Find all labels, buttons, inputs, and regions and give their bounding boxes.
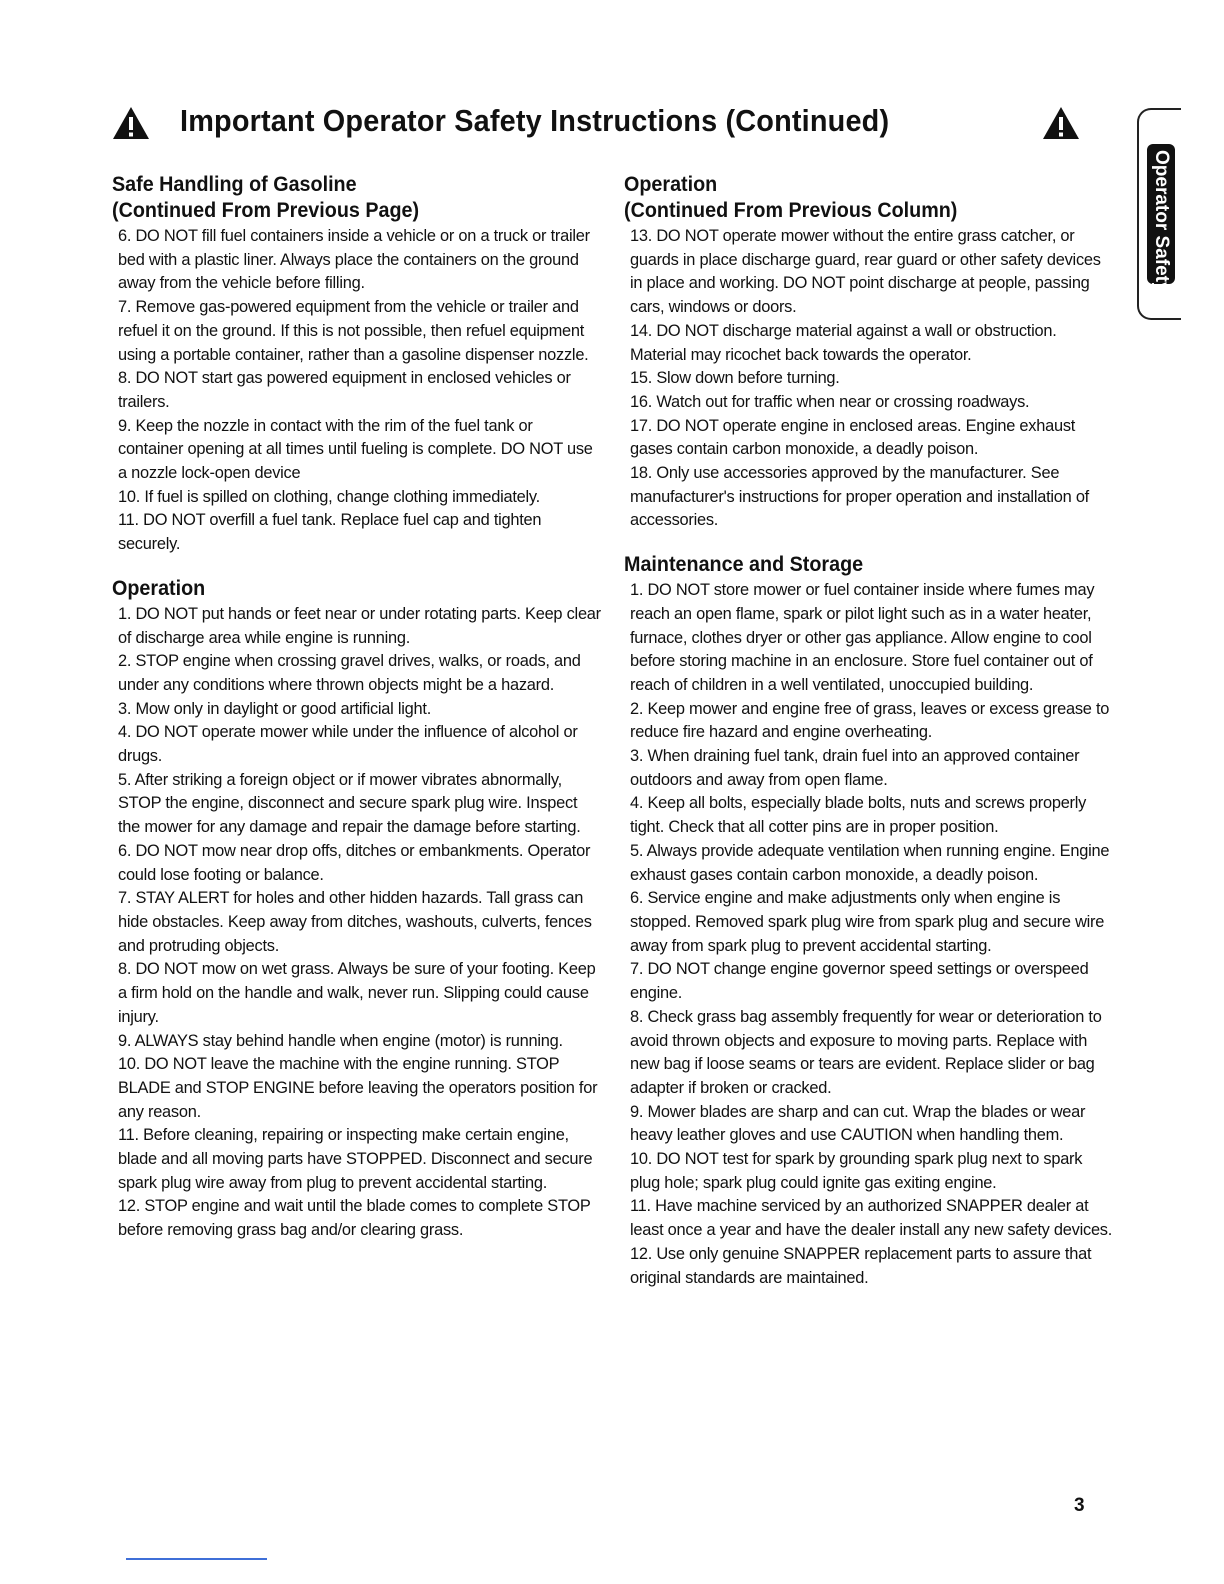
instruction-item: 11. Have machine serviced by an authorized SNAPPER dealer at least once a year and have the dealer install any new safety devices. — [630, 1197, 1113, 1240]
instruction-item: 2. STOP engine when crossing gravel drives, walks, or roads, and under any conditions where thrown objects might be a hazard. — [118, 652, 581, 694]
instruction-item: 11. Before cleaning, repairing or inspecting make certain engine, blade and all moving parts have STOPPED. Disconnect and secure spark plug wire away from plug to prevent accidental starting. — [118, 1126, 593, 1192]
instruction-item: 6. Service engine and make adjustments only when engine is stopped. Removed spark plug wire from spark plug and secure wire away from spark plug to prevent accidental starting. — [630, 889, 1105, 955]
instruction-item: 13. DO NOT operate mower without the entire grass catcher, or guards in place discharge guard, rear guard or other safety devices in place and working. DO NOT point discharge at people, passing cars, windows or doors. — [630, 227, 1101, 317]
instruction-item: 15. Slow down before turning. — [630, 369, 840, 388]
instruction-item: 9. Keep the nozzle in contact with the rim of the fuel tank or container opening at all times until fueling is complete. DO NOT use a nozzle lock-open device — [118, 416, 593, 483]
instruction-list — [112, 225, 602, 557]
instruction-list — [624, 579, 1116, 1290]
instruction-item: 2. Keep mower and engine free of grass, leaves or excess grease to reduce fire hazard and engine overheating. — [630, 699, 1110, 742]
instruction-item: 14. DO NOT discharge material against a wall or obstruction. Material may ricochet back towards the operator. — [630, 321, 1057, 364]
warning-triangle-icon — [112, 106, 150, 140]
instruction-item: 4. Keep all bolts, especially blade bolts, nuts and screws properly tight. Check that all cotter pins are in proper position. — [630, 794, 1087, 837]
warning-triangle-icon — [1042, 106, 1080, 140]
instruction-item: 6. DO NOT mow near drop offs, ditches or embankments. Operator could lose footing or balance. — [118, 841, 591, 884]
instruction-item: 8. DO NOT start gas powered equipment in enclosed vehicles or trailers. — [118, 369, 571, 411]
section-heading: (Continued From Previous Page) — [112, 199, 420, 222]
instruction-list — [624, 225, 1116, 533]
instruction-item: 12. STOP engine and wait until the blade comes to complete STOP before removing grass bag and/or clearing grass. — [118, 1197, 591, 1240]
instruction-item: 17. DO NOT operate engine in enclosed areas. Engine exhaust gases contain carbon monoxide, a deadly poison. — [630, 416, 1076, 459]
section-heading: (Continued From Previous Column) — [624, 199, 958, 222]
section-heading: Safe Handling of Gasoline — [112, 173, 357, 196]
instruction-item: 8. DO NOT mow on wet grass. Always be sure of your footing. Keep a firm hold on the handle and walk, never run. Slipping could cause injury. — [118, 960, 596, 1026]
instruction-item: 4. DO NOT operate mower while under the influence of alcohol or drugs. — [118, 723, 578, 766]
instruction-item: 12. Use only genuine SNAPPER replacement parts to assure that original standards are maintained. — [630, 1244, 1092, 1287]
instruction-item: 1. DO NOT store mower or fuel container inside where fumes may reach an open flame, spark or pilot light such as in a water heater, furnace, clothes dryer or other gas appliance. Allow engine to cool before storing machine in an enclosure. Store fuel container out of reach of children in a well ventilated, unoccupied building. — [630, 581, 1095, 694]
instruction-item: 10. DO NOT test for spark by grounding spark plug next to spark plug hole; spark plug could ignite gas exiting engine. — [630, 1150, 1083, 1192]
instruction-item: 6. DO NOT fill fuel containers inside a vehicle or on a truck or trailer bed with a plastic liner. Always place the containers on the ground away from the vehicle before filling. — [118, 227, 590, 293]
section-heading: Operation — [112, 576, 206, 600]
instruction-item: 9. Mower blades are sharp and can cut. Wrap the blades or wear heavy leather gloves and use CAUTION when handling them. — [630, 1102, 1086, 1145]
instruction-item: 9. ALWAYS stay behind handle when engine (motor) is running. — [118, 1031, 563, 1050]
section-side-tab — [1137, 108, 1181, 320]
instruction-item: 8. Check grass bag assembly frequently for wear or deterioration to avoid thrown objects and exposure to moving parts. Replace with new bag if loose seams or tears are evident. Replace slider or bag adapter if broken or cracked. — [630, 1007, 1102, 1097]
instruction-item: 16. Watch out for traffic when near or crossing roadways. — [630, 392, 1030, 411]
instruction-item: 3. When draining fuel tank, drain fuel into an approved container outdoors and away from open flame. — [630, 747, 1080, 789]
instruction-item: 5. After striking a foreign object or if mower vibrates abnormally, STOP the engine, disconnect and secure spark plug wire. Inspect the mower for any damage and repair the damage before starting. — [118, 770, 581, 837]
instruction-item: 18. Only use accessories approved by the manufacturer. See manufacturer's instructions for proper operation and installation of accessories. — [630, 464, 1089, 530]
section-heading: Operation — [624, 173, 718, 196]
instruction-item: 7. Remove gas-powered equipment from the vehicle or trailer and refuel it on the ground. If this is not possible, then refuel equipment using a portable container, rather than a gasoline dispenser nozzle. — [118, 298, 589, 364]
page-header — [112, 96, 1112, 146]
page-title: Important Operator Safety Instructions (Continued) — [180, 103, 890, 138]
instruction-item: 10. If fuel is spilled on clothing, change clothing immediately. — [118, 487, 540, 506]
left-column — [112, 172, 602, 1243]
page-number: 3 — [1074, 1495, 1085, 1516]
instruction-item: 10. DO NOT leave the machine with the engine running. STOP BLADE and STOP ENGINE before leaving the operators position for any reason. — [118, 1055, 598, 1121]
instruction-item: 7. STAY ALERT for holes and other hidden hazards. Tall grass can hide obstacles. Keep away from ditches, washouts, culverts, fences and protruding objects. — [118, 889, 592, 955]
instruction-item: 7. DO NOT change engine governor speed settings or overspeed engine. — [630, 960, 1089, 1003]
instruction-item: 3. Mow only in daylight or good artificial light. — [118, 699, 431, 718]
side-tab-label: Operator Safety — [1151, 150, 1172, 293]
instruction-item: 1. DO NOT put hands or feet near or under rotating parts. Keep clear of discharge area while engine is running. — [118, 604, 601, 647]
section-heading: Maintenance and Storage — [624, 553, 864, 577]
right-column — [624, 172, 1116, 1290]
instruction-item: 5. Always provide adequate ventilation when running engine. Engine exhaust gases contain carbon monoxide, a deadly poison. — [630, 841, 1110, 884]
instruction-item: 11. DO NOT overfill a fuel tank. Replace fuel cap and tighten securely. — [118, 511, 542, 554]
instruction-list — [112, 603, 602, 1243]
footer-rule — [126, 1558, 267, 1560]
